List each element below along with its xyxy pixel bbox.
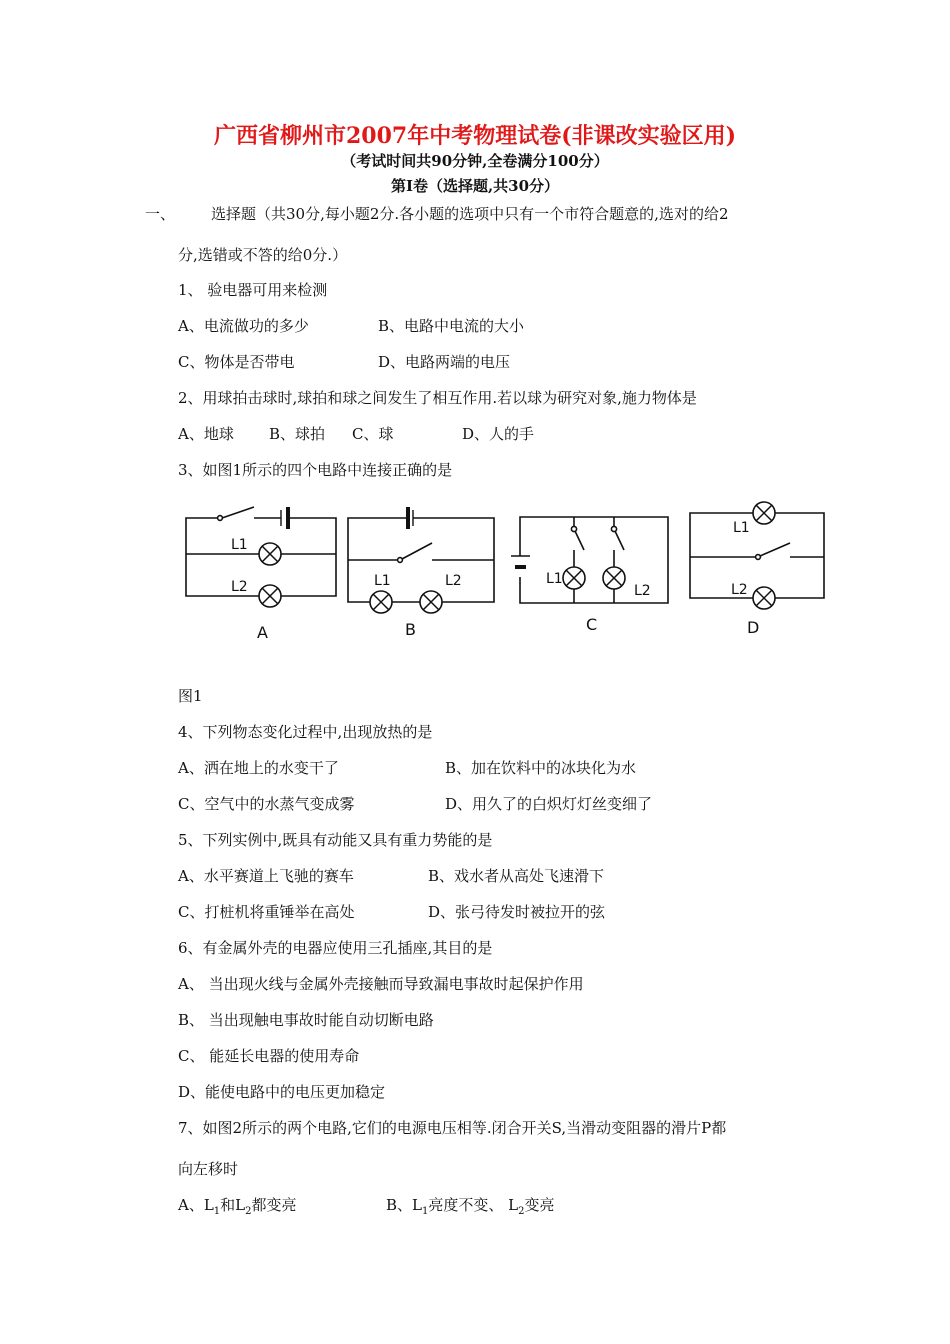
q6-stem: 6、有金属外壳的电器应使用三孔插座,其目的是	[178, 939, 493, 957]
q1-option-c: C、物体是否带电	[178, 353, 295, 371]
circuit-b-label: B	[405, 620, 416, 639]
q5-option-d: D、张弓待发时被拉开的弦	[428, 903, 606, 921]
q4-option-b: B、加在饮料中的冰块化为水	[445, 759, 637, 777]
q6-option-b: B、 当出现触电事故时能自动切断电路	[178, 1011, 434, 1029]
circuit-a-l1-label: L1	[231, 537, 248, 553]
circuit-b-l1-label: L1	[374, 573, 391, 589]
q3-stem: 3、如图1所示的四个电路中连接正确的是	[178, 461, 453, 479]
section-instructions: 选择题（共30分,每小题2分.各小题的选项中只有一个市符合题意的,选对的给2	[211, 205, 729, 223]
figure-1-caption: 图1	[178, 687, 203, 705]
q5-option-c: C、打桩机将重锤举在高处	[178, 903, 355, 921]
circuit-b	[348, 507, 494, 613]
q2-stem: 2、用球拍击球时,球拍和球之间发生了相互作用.若以球为研究对象,施力物体是	[178, 389, 697, 407]
figure-1-circuits	[0, 495, 950, 645]
exam-subtitle: （考试时间共90分钟,全卷满分100分）	[341, 152, 609, 170]
q2-option-b: B、球拍	[269, 425, 326, 443]
section-instructions-cont: 分,选错或不答的给0分.）	[178, 246, 348, 264]
circuit-c-l1-label: L1	[546, 571, 563, 587]
q7-stem: 7、如图2所示的两个电路,它们的电源电压相等.闭合开关S,当滑动变阻器的滑片P都	[178, 1119, 727, 1137]
circuit-d-l2-label: L2	[731, 582, 748, 598]
circuit-c-label: C	[586, 615, 598, 634]
circuit-a-label: A	[257, 623, 268, 642]
q1-option-b: B、电路中电流的大小	[378, 317, 525, 335]
circuit-d-label: D	[747, 618, 760, 637]
circuit-d-l1-label: L1	[733, 520, 750, 536]
q2-option-d: D、人的手	[462, 425, 535, 443]
q6-option-d: D、能使电路中的电压更加稳定	[178, 1083, 386, 1101]
q5-option-a: A、水平赛道上飞驰的赛车	[178, 867, 354, 885]
q4-stem: 4、下列物态变化过程中,出现放热的是	[178, 723, 433, 741]
q4-option-d: D、用久了的白炽灯灯丝变细了	[445, 795, 653, 813]
q6-option-c: C、 能延长电器的使用寿命	[178, 1047, 360, 1065]
q6-option-a: A、 当出现火线与金属外壳接触而导致漏电事故时起保护作用	[178, 975, 584, 993]
q4-option-c: C、空气中的水蒸气变成雾	[178, 795, 355, 813]
q4-option-a: A、洒在地上的水变干了	[178, 759, 339, 777]
q1-option-a: A、电流做功的多少	[178, 317, 309, 335]
q7-option-a: A、$L_1$和$L_2$都变亮	[178, 1196, 297, 1217]
q7-stem-cont: 向左移时	[178, 1160, 239, 1178]
circuit-a	[186, 507, 336, 607]
circuit-c-l2-label: L2	[634, 583, 651, 599]
section-number: 一、	[145, 205, 176, 223]
volume-title: 第Ⅰ卷（选择题,共30分）	[390, 177, 560, 195]
q5-option-b: B、戏水者从高处飞速滑下	[428, 867, 605, 885]
q2-option-c: C、球	[352, 425, 394, 443]
q7-option-b: B、$L_1$亮度不变、 $L_2$变亮	[386, 1196, 555, 1217]
circuit-b-l2-label: L2	[445, 573, 462, 589]
q5-stem: 5、下列实例中,既具有动能又具有重力势能的是	[178, 831, 493, 849]
exam-title: 广西省柳州市2007年中考物理试卷(非课改实验区用)	[213, 123, 737, 149]
circuit-d	[690, 502, 824, 609]
q2-option-a: A、地球	[178, 425, 234, 443]
q1-option-d: D、电路两端的电压	[378, 353, 511, 371]
q1-stem: 1、 验电器可用来检测	[178, 281, 328, 299]
circuit-a-l2-label: L2	[231, 579, 248, 595]
